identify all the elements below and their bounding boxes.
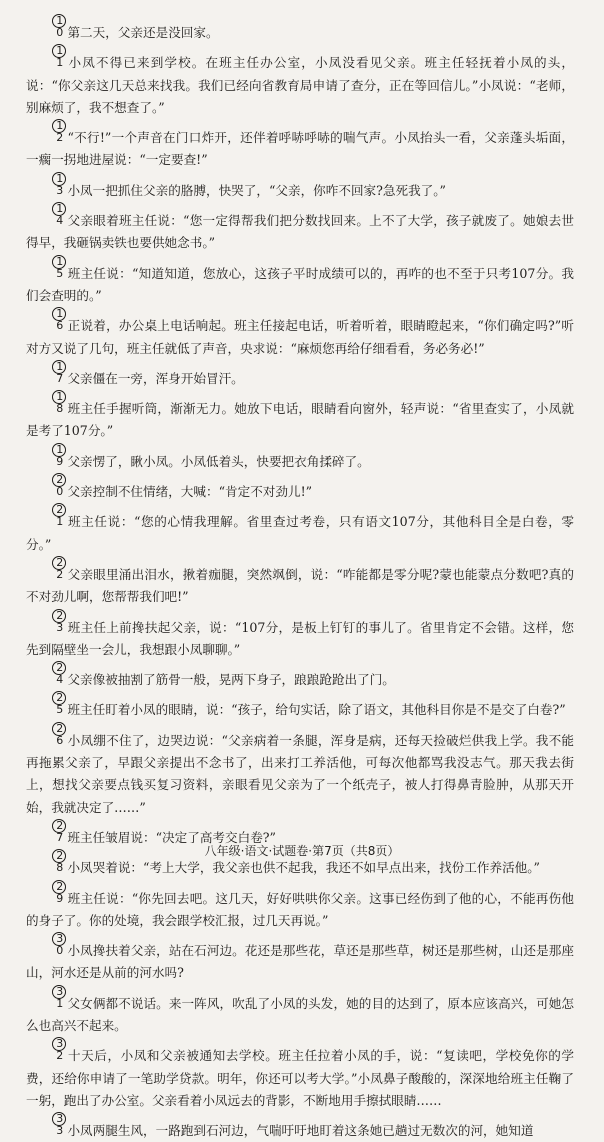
paragraph-number: 28 — [52, 849, 66, 863]
paragraph-number: 24 — [52, 661, 66, 675]
paragraph-29 — [26, 880, 574, 933]
paragraph-text: 父亲像被抽割了筋骨一般，晃两下身子，踉踉跄跄出了门。 — [67, 672, 395, 688]
paragraph-17 — [26, 360, 574, 390]
paragraph-number: 21 — [52, 503, 66, 517]
paragraph-text: 班主任说：“你先回去吧。这几天，好好哄哄你父亲。这事已经伤到了他的心，不能再伤他的身子了。你的处境，我会跟学校汇报，过几天再说。” — [26, 890, 574, 928]
paragraph-text: 小凤哭着说：“考上大学，我父亲也供不起我，我还不如早点出来，找份工作养活他。” — [67, 860, 540, 876]
paragraph-10 — [26, 14, 574, 44]
paragraph-number: 32 — [52, 1037, 66, 1051]
paragraph-text: 正说着，办公桌上电话响起。班主任接起电话，听着听着，眼睛瞪起来，“你们确定吗?”听对方又说了几句，班主任就低了声音，央求说：“麻烦您再给仔细看看，务必务必!” — [26, 318, 574, 356]
paragraph-number: 19 — [52, 443, 66, 457]
paragraph-11 — [26, 44, 574, 119]
paragraph-26 — [26, 722, 574, 819]
paragraph-text: 小凤不得已来到学校。在班主任办公室，小凤没看见父亲。班主任轻抚着小凤的头，说：“你父亲这几天总来找我。我们已经向省教育局申请了查分，正在等回信儿。”小凤说：“老师，别麻烦了，我不想查了。” — [26, 55, 574, 115]
page-footer: 八年级·语文·试题卷·第7页（共8页） — [204, 844, 400, 858]
paragraph-number: 17 — [52, 360, 66, 374]
paragraph-22 — [26, 556, 574, 609]
paragraph-number: 14 — [52, 202, 66, 216]
paragraph-18 — [26, 390, 574, 443]
paragraph-text: 父亲控制不住情绪，大喊：“肯定不对劲儿!” — [67, 484, 313, 500]
paragraph-number: 30 — [52, 932, 66, 946]
paragraph-text: 第二天，父亲还是没回家。 — [67, 25, 219, 40]
paragraph-number: 20 — [52, 473, 66, 487]
paragraph-text: “不行!”一个声音在门口炸开，还伴着呼哧呼哧的喘气声。小凤抬头一看，父亲蓬头垢面，一瘸一拐地进屋说：“一定要查!” — [26, 130, 574, 168]
paragraph-number: 31 — [52, 985, 66, 999]
paragraph-31 — [26, 985, 574, 1038]
paragraph-number: 16 — [52, 307, 66, 321]
paragraph-text: 班主任手握听筒，渐渐无力。她放下电话，眼睛看向窗外，轻声说：“省里查实了，小凤就是考了107分。” — [26, 401, 574, 439]
paragraph-number: 11 — [52, 44, 66, 58]
paragraph-text: 父亲眼里涌出泪水，揪着痂腿，突然飒倒，说：“咋能都是零分呢?蒙也能蒙点分数吧?真的不对劲儿啊，您帮帮我们吧!” — [26, 566, 574, 605]
paragraph-text: 父亲眼着班主任说：“您一定得帮我们把分数找回来。上不了大学，孩子就废了。她娘去世得早，我砸锅卖铁也要供她念书。” — [26, 213, 574, 251]
paragraph-32 — [26, 1037, 574, 1112]
paragraph-text: 父女俩都不说话。来一阵风，吹乱了小凤的头发，她的目的达到了，原本应该高兴，可她怎么也高兴不起来。 — [26, 995, 574, 1033]
paragraph-text: 小凤一把抓住父亲的胳膊，快哭了，“父亲，你咋不回家?急死我了。” — [67, 182, 447, 198]
paragraph-number: 27 — [52, 819, 66, 833]
paragraph-number: 15 — [52, 255, 66, 269]
paragraph-text: 班主任皱眉说：“决定了高考交白卷?” — [67, 829, 276, 845]
paragraph-text: 班主任盯着小凤的眼睛，说：“孩子，给句实话，除了语文，其他科目你是不是交了白卷?” — [67, 702, 566, 718]
paragraph-number: 22 — [52, 556, 66, 570]
paragraph-number: 33 — [52, 1112, 66, 1126]
paragraph-20 — [26, 473, 574, 503]
paragraph-number: 10 — [52, 14, 66, 28]
paragraph-text: 班主任上前搀扶起父亲，说：“107分，是板上钉钉的事儿了。省里肯定不会错。这样，您先到隔壁坐一会儿，我想跟小凤聊聊。” — [26, 619, 574, 657]
paragraph-text: 小凤搀扶着父亲，站在石河边。花还是那些花，草还是那些草，树还是那些树，山还是那座山，河水还是从前的河水吗? — [26, 943, 574, 981]
article-body — [26, 14, 574, 1142]
paragraph-text: 小凤绷不住了，边哭边说：“父亲病着一条腿，浑身是病，还每天捡破烂供我上学。我不能再拖累父亲了，早跟父亲提出不念书了，出来打工养活他，可每次他都骂我没志气。那天我去街上，想找父亲要点钱买复习资料，亲眼看见父亲为了一个纸壳子，被人打得鼻青脸肿，从那天开始，我就决定了……” — [26, 732, 574, 815]
paragraph-24 — [26, 661, 574, 691]
paragraph-25 — [26, 691, 574, 721]
paragraph-14 — [26, 202, 574, 255]
paragraph-text: 父亲僵在一旁，浑身开始冒汗。 — [67, 370, 244, 386]
paragraph-15 — [26, 255, 574, 308]
paragraph-30 — [26, 932, 574, 985]
paragraph-text: 父亲愣了，瞅小凤。小凤低着头，快要把衣角揉碎了。 — [67, 453, 370, 469]
paragraph-21 — [26, 503, 574, 556]
paragraph-number: 12 — [52, 119, 66, 133]
paragraph-text: 班主任说：“知道知道，您放心，这孩子平时成绩可以的，再咋的也不至于只考107分。我们会查明的。” — [26, 265, 574, 303]
paragraph-19 — [26, 443, 574, 473]
paragraph-number: 23 — [52, 609, 66, 623]
paragraph-text: 小凤两腿生风，一路跑到石河边，气喘吁吁地盯着这条她已趟过无数次的河，她知道 — [67, 1123, 534, 1139]
paragraph-12 — [26, 119, 574, 172]
paragraph-13 — [26, 172, 574, 202]
paragraph-text: 十天后，小凤和父亲被通知去学校。班主任拉着小凤的手，说：“复读吧，学校免你的学费，还给你申请了一笔助学贷款。明年，你还可以考大学。”小凤鼻子酸酸的，深深地给班主任鞠了一躬，跑出了办公室。父亲看着小凤远去的背影，不断地用手擦拭眼睛…… — [26, 1048, 574, 1108]
paragraph-23 — [26, 609, 574, 662]
paragraph-number: 13 — [52, 172, 66, 186]
paragraph-number: 29 — [52, 880, 66, 894]
paragraph-text: 班主任说：“您的心情我理解。省里查过考卷，只有语文107分，其他科目全是白卷，零分。” — [26, 514, 574, 552]
paragraph-number: 26 — [52, 722, 66, 736]
paragraph-number: 18 — [52, 390, 66, 404]
paragraph-number: 25 — [52, 691, 66, 705]
paragraph-16 — [26, 307, 574, 360]
paragraph-33 — [26, 1112, 574, 1142]
